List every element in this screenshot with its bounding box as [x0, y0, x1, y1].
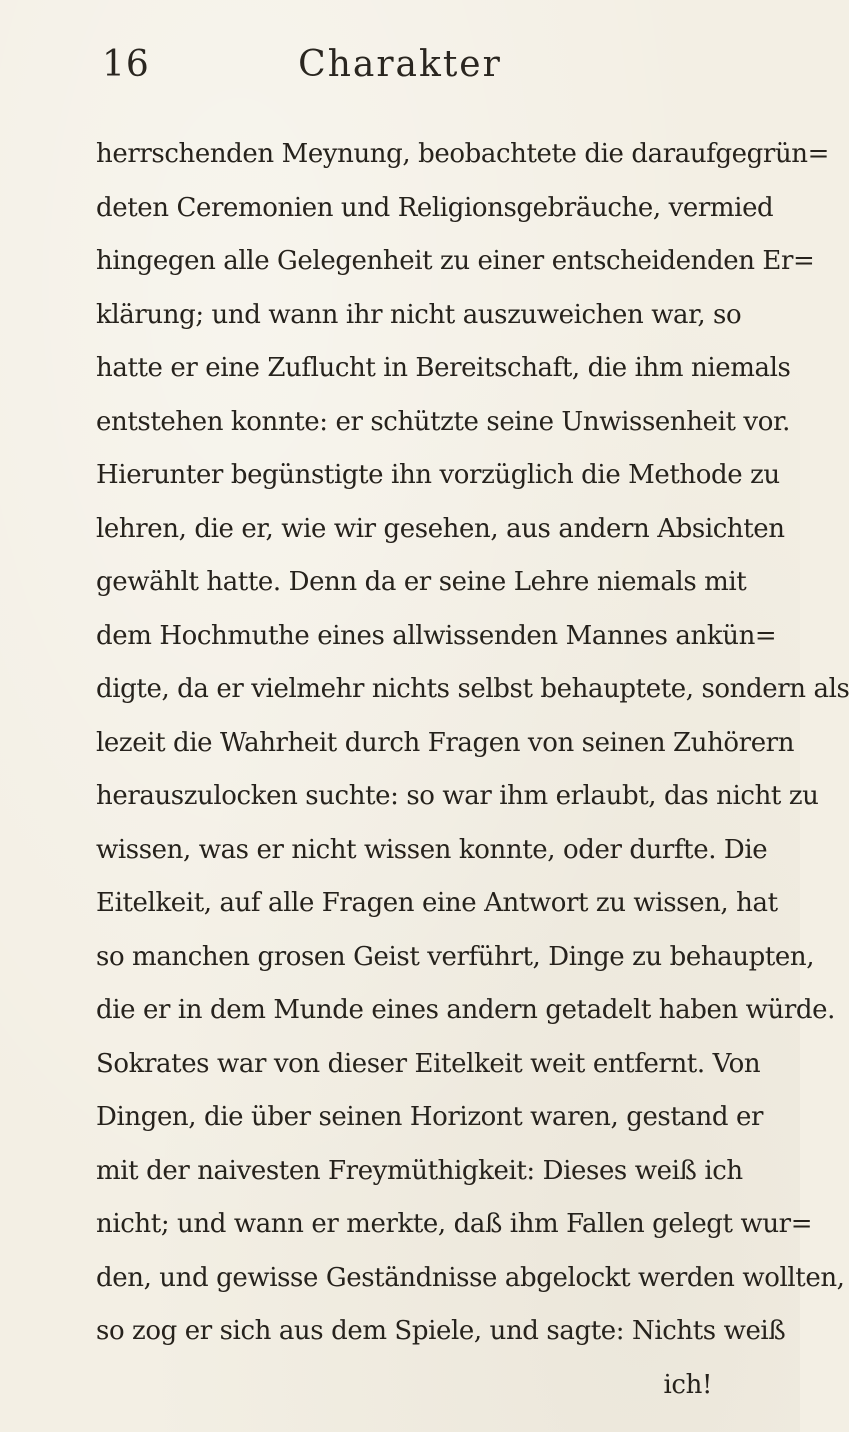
- text-line: lezeit die Wahrheit durch Fragen von seinen Zuhörern: [96, 727, 795, 758]
- text-line: herauszulocken suchte: so war ihm erlaubt, das nicht zu: [96, 781, 819, 811]
- page-header: [0, 44, 800, 104]
- running-head: Charakter: [298, 44, 502, 85]
- text-line: Dingen, die über seinen Horizont waren, gestand er: [96, 1102, 763, 1132]
- text-line: hingegen alle Gelegenheit zu einer entscheidenden Er=: [96, 246, 815, 276]
- text-line: deten Ceremonien und Religionsgebräuche, vermied: [96, 192, 774, 223]
- text-line: dem Hochmuthe eines allwissenden Mannes ankün=: [96, 620, 777, 651]
- body-text: [96, 128, 849, 1412]
- text-line: ich!: [663, 1369, 712, 1400]
- text-line: Sokrates war von dieser Eitelkeit weit entfernt. Von: [96, 1048, 761, 1079]
- text-line: den, und gewisse Geständnisse abgelockt werden wollten,: [96, 1262, 845, 1293]
- page-number: 16: [102, 44, 150, 85]
- text-line: die er in dem Munde eines andern getadelt haben würde.: [96, 995, 835, 1025]
- text-line: hatte er eine Zuflucht in Bereitschaft, die ihm niemals: [96, 353, 791, 383]
- text-line: wissen, was er nicht wissen konnte, oder durfte. Die: [96, 834, 768, 865]
- text-line: gewählt hatte. Denn da er seine Lehre niemals mit: [96, 567, 747, 597]
- text-line: digte, da er vielmehr nichts selbst behauptete, sondern als: [96, 674, 849, 704]
- text-line: so manchen grosen Geist verführt, Dinge zu behaupten,: [96, 941, 815, 972]
- text-line: klärung; und wann ihr nicht auszuweichen war, so: [96, 299, 742, 330]
- text-line: mit der naivesten Freymüthigkeit: Dieses weiß ich: [96, 1155, 743, 1186]
- text-line: Hierunter begünstigte ihn vorzüglich die Methode zu: [96, 460, 780, 490]
- text-line: so zog er sich aus dem Spiele, und sagte: Nichts weiß: [96, 1316, 786, 1346]
- text-line: lehren, die er, wie wir gesehen, aus andern Absichten: [96, 513, 785, 544]
- text-line: Eitelkeit, auf alle Fragen eine Antwort zu wissen, hat: [96, 888, 778, 918]
- text-line: nicht; und wann er merkte, daß ihm Fallen gelegt wur=: [96, 1209, 813, 1239]
- text-line: entstehen konnte: er schützte seine Unwissenheit vor.: [96, 406, 791, 437]
- text-line: herrschenden Meynung, beobachtete die daraufgegrün=: [96, 139, 830, 169]
